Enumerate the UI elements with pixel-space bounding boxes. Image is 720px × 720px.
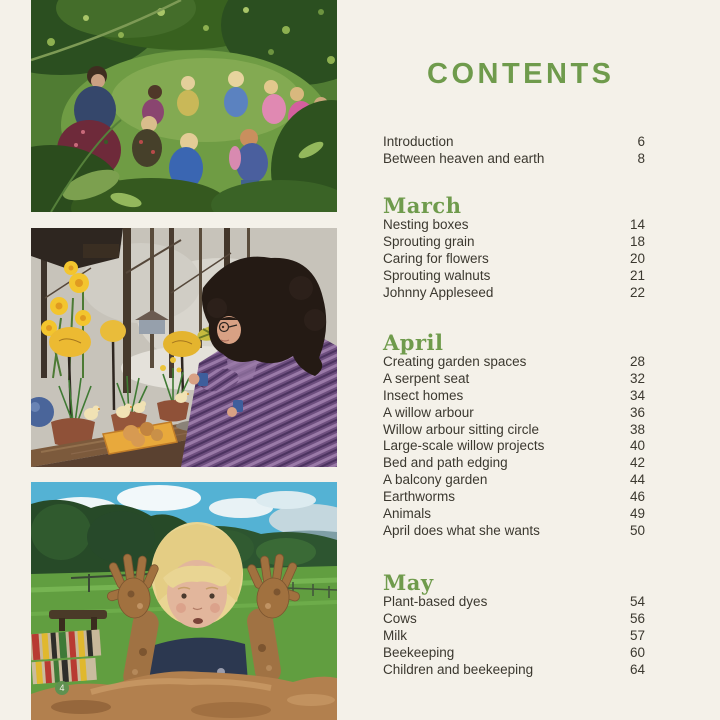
- toc-entry-label: Caring for flowers: [383, 250, 489, 266]
- toc-entry-page: 50: [629, 522, 645, 538]
- toc-row: [383, 645, 645, 662]
- toc-row: [383, 268, 645, 285]
- toc-entry-label: Johnny Appleseed: [383, 284, 494, 300]
- toc-entry-page: 6: [637, 134, 645, 149]
- toc-entry-page: 57: [629, 627, 645, 643]
- toc-entry-label: April does what she wants: [383, 522, 540, 538]
- toc-entry-page: 60: [629, 644, 645, 660]
- photo-toddler-muddy-hands: [31, 482, 337, 720]
- toc-row: [383, 628, 645, 645]
- toc-entry-label: Sprouting walnuts: [383, 267, 491, 283]
- toc-row: [383, 472, 645, 489]
- toc-entry-page: 38: [629, 421, 645, 437]
- toc-entry-page: 20: [629, 250, 645, 266]
- toc-row: [383, 388, 645, 405]
- toc-row: [383, 151, 645, 168]
- toc-row: [383, 217, 645, 234]
- toc-entry-page: 18: [629, 233, 645, 249]
- toc-row: [383, 523, 645, 540]
- toc-row: [383, 285, 645, 302]
- page-number: 4: [59, 683, 65, 693]
- toc-row: [383, 455, 645, 472]
- toc-entry-label: A balcony garden: [383, 472, 488, 488]
- toc-entry-label: Large-scale willow projects: [383, 438, 545, 454]
- toc-entry-page: 34: [629, 387, 645, 403]
- toc-entry-page: 64: [629, 661, 645, 677]
- toc-entry-label: Cows: [383, 610, 417, 626]
- toc-entry-label: Insect homes: [383, 387, 464, 403]
- month-heading-april: April: [383, 330, 444, 355]
- toc-row: [383, 234, 645, 251]
- toc-entry-page: 32: [629, 370, 645, 386]
- toc-entry-page: 56: [629, 610, 645, 626]
- toc-entry-page: 36: [629, 404, 645, 420]
- toc-front-list: [383, 134, 645, 168]
- toc-entry-label: A serpent seat: [383, 370, 470, 386]
- toc-row: [383, 134, 645, 151]
- toc-row: [383, 251, 645, 268]
- toc-entry-label: Earthworms: [383, 489, 456, 505]
- toc-row: [383, 506, 645, 523]
- toc-section-may: [383, 572, 645, 678]
- toc-entry-page: 28: [629, 354, 645, 369]
- photo-girl-spring-table-art: [31, 228, 337, 467]
- toc-entry-label: Beekeeping: [383, 644, 455, 660]
- toc-entry-label: Bed and path edging: [383, 455, 508, 471]
- toc-row: [383, 422, 645, 439]
- photo-children-garden-circle: [31, 0, 337, 212]
- toc-entry-label: Children and beekeeping: [383, 661, 534, 677]
- toc-entry-label: A willow arbour: [383, 404, 474, 420]
- photo-children-garden-circle-art: [31, 0, 337, 212]
- contents-title: CONTENTS: [427, 58, 615, 90]
- toc-row: [383, 371, 645, 388]
- toc-row: [383, 405, 645, 422]
- toc-section-april: [383, 332, 645, 540]
- toc-entry-page: 14: [629, 217, 645, 232]
- toc-entry-page: 8: [637, 150, 645, 166]
- toc-row: [383, 438, 645, 455]
- page-number-badge: [55, 681, 69, 695]
- toc-row: [383, 594, 645, 611]
- month-heading-may: May: [383, 570, 434, 595]
- toc-entry-label: Animals: [383, 506, 432, 522]
- toc-row: [383, 354, 645, 371]
- toc-entry-page: 21: [629, 267, 645, 283]
- month-heading-march: March: [383, 193, 462, 218]
- photo-girl-spring-table: [31, 228, 337, 467]
- toc-entry-page: 44: [629, 472, 645, 488]
- toc-entry-label: Sprouting grain: [383, 233, 475, 249]
- toc-row: [383, 662, 645, 679]
- toc-entry-label: Plant-based dyes: [383, 594, 488, 609]
- toc-entry-page: 49: [629, 506, 645, 522]
- toc-entry-page: 54: [629, 594, 645, 609]
- toc-entry-page: 22: [629, 284, 645, 300]
- toc-entry-label: Nesting boxes: [383, 217, 469, 232]
- toc-entry-page: 46: [629, 489, 645, 505]
- toc-section-march: [383, 195, 645, 301]
- photo-toddler-muddy-hands-art: [31, 482, 337, 720]
- toc-row: [383, 489, 645, 506]
- toc-entry-label: Milk: [383, 627, 407, 643]
- toc-entry-label: Creating garden spaces: [383, 354, 527, 369]
- toc-entry-page: 42: [629, 455, 645, 471]
- toc-entry-label: Introduction: [383, 134, 454, 149]
- toc-entry-page: 40: [629, 438, 645, 454]
- toc-entry-label: Willow arbour sitting circle: [383, 421, 540, 437]
- toc-entry-label: Between heaven and earth: [383, 150, 545, 166]
- toc-row: [383, 611, 645, 628]
